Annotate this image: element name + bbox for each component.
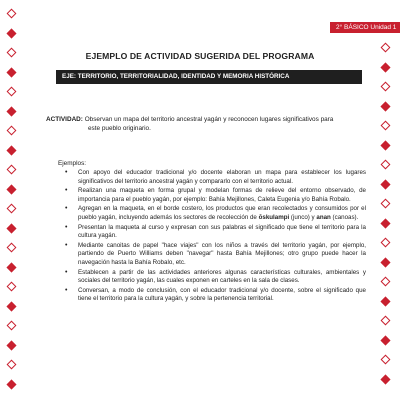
list-item: • Realizan una maqueta en forma grupal y modelan formas de relieve del entorno observado, de importancia para el pueblo yagán, por ejemplo: Bahía Mejillones, Caleta Eugenia y/o Bahía Robalo. xyxy=(78,187,366,204)
diamond-ornament-icon xyxy=(7,321,17,331)
diamond-ornament-icon xyxy=(7,360,17,370)
diamond-ornament-icon xyxy=(381,257,391,267)
diamond-ornament-icon xyxy=(7,67,17,77)
diamond-ornament-icon xyxy=(381,199,391,209)
diamond-ornament-icon xyxy=(7,262,17,272)
diamond-ornament-icon xyxy=(381,277,391,287)
diamond-ornament-icon xyxy=(381,140,391,150)
diamond-ornament-icon xyxy=(7,106,17,116)
list-item: • Conversan, a modo de conclusión, con el educador tradicional y/o docente, sobre el significado que tiene el territorio para la cultura yagán, y sobre la pertenencia territorial. xyxy=(78,287,366,304)
activity-text-line2: este pueblo originario. xyxy=(88,125,151,132)
list-item: • Presentan la maqueta al curso y expresan con sus palabras el significado que tiene el territorio para la cultura yagán. xyxy=(78,224,366,241)
diamond-ornament-icon xyxy=(7,223,17,233)
list-item-text: (junco) y xyxy=(289,213,317,221)
diamond-ornament-icon xyxy=(381,335,391,345)
diamond-ornament-icon xyxy=(381,62,391,72)
term-anan: anan xyxy=(316,213,331,221)
activity-text-line1: Observan un mapa del territorio ancestral yagán y reconocen lugares significativos para xyxy=(84,116,334,123)
activity-label: ACTIVIDAD: xyxy=(46,116,83,123)
diamond-ornament-icon xyxy=(7,340,17,350)
diamond-ornament-icon xyxy=(381,316,391,326)
diamond-ornament-icon xyxy=(381,355,391,365)
diamond-ornament-icon xyxy=(7,301,17,311)
diamond-ornament-icon xyxy=(381,238,391,248)
diamond-ornament-icon xyxy=(7,9,17,19)
axis-banner: EJE: TERRITORIO, TERRITORIALIDAD, IDENTIDAD Y MEMORIA HISTÓRICA xyxy=(56,70,362,84)
list-item xyxy=(78,205,366,222)
diamond-ornament-icon xyxy=(7,28,17,38)
list-item-text: (canoas). xyxy=(330,213,359,221)
diamond-ornament-icon xyxy=(7,204,17,214)
list-item: • Establecen a partir de las actividades anteriores algunas características culturales, ambientales y sociales del territorio yagán, las cuales exponen en carteles en la sala de clases. xyxy=(78,269,366,286)
diamond-ornament-icon xyxy=(7,145,17,155)
diamond-ornament-icon xyxy=(7,184,17,194)
diamond-ornament-icon xyxy=(7,379,17,389)
diamond-ornament-icon xyxy=(381,218,391,228)
diamond-ornament-icon xyxy=(381,296,391,306)
diamond-ornament-icon xyxy=(381,374,391,384)
list-item: • Con apoyo del educador tradicional y/o docente elaboran un mapa para establecer los lugares significativos del territorio ancestral yagán y compararlo con el territorio actual. xyxy=(78,169,366,186)
page-title: EJEMPLO DE ACTIVIDAD SUGERIDA DEL PROGRAMA xyxy=(85,51,315,61)
diamond-ornament-icon xyxy=(381,82,391,92)
diamond-ornament-icon xyxy=(7,87,17,97)
grade-unit-badge: 2° BÁSICO Unidad 1 xyxy=(330,22,400,33)
diamond-ornament-icon xyxy=(381,179,391,189)
diamond-ornament-icon xyxy=(7,126,17,136)
diamond-ornament-icon xyxy=(381,121,391,131)
activity-description xyxy=(46,115,346,133)
examples-label: Ejemplos: xyxy=(58,160,87,167)
list-item-text: Agregan en la maqueta, en el borde costero, los productos que eran recolectados y consumidos por el pueblo yagán, incluyendo además los sectores de recolección de xyxy=(78,205,366,221)
diamond-ornament-icon xyxy=(381,160,391,170)
term-oskulampi: ōskulampi xyxy=(258,213,290,221)
diamond-ornament-icon xyxy=(7,165,17,175)
diamond-ornament-icon xyxy=(381,101,391,111)
diamond-ornament-icon xyxy=(7,243,17,253)
examples-list xyxy=(62,169,366,305)
list-item: • Mediante canoitas de papel "hace viajes" con los niños a través del territorio yagán, por ejemplo, partiendo de Puerto Williams deben "navegar" hasta Bahía Mejillones; otro grupo puede hacer la navegación hasta la Bahía Robalo, etc. xyxy=(78,242,366,268)
diamond-ornament-icon xyxy=(7,282,17,292)
